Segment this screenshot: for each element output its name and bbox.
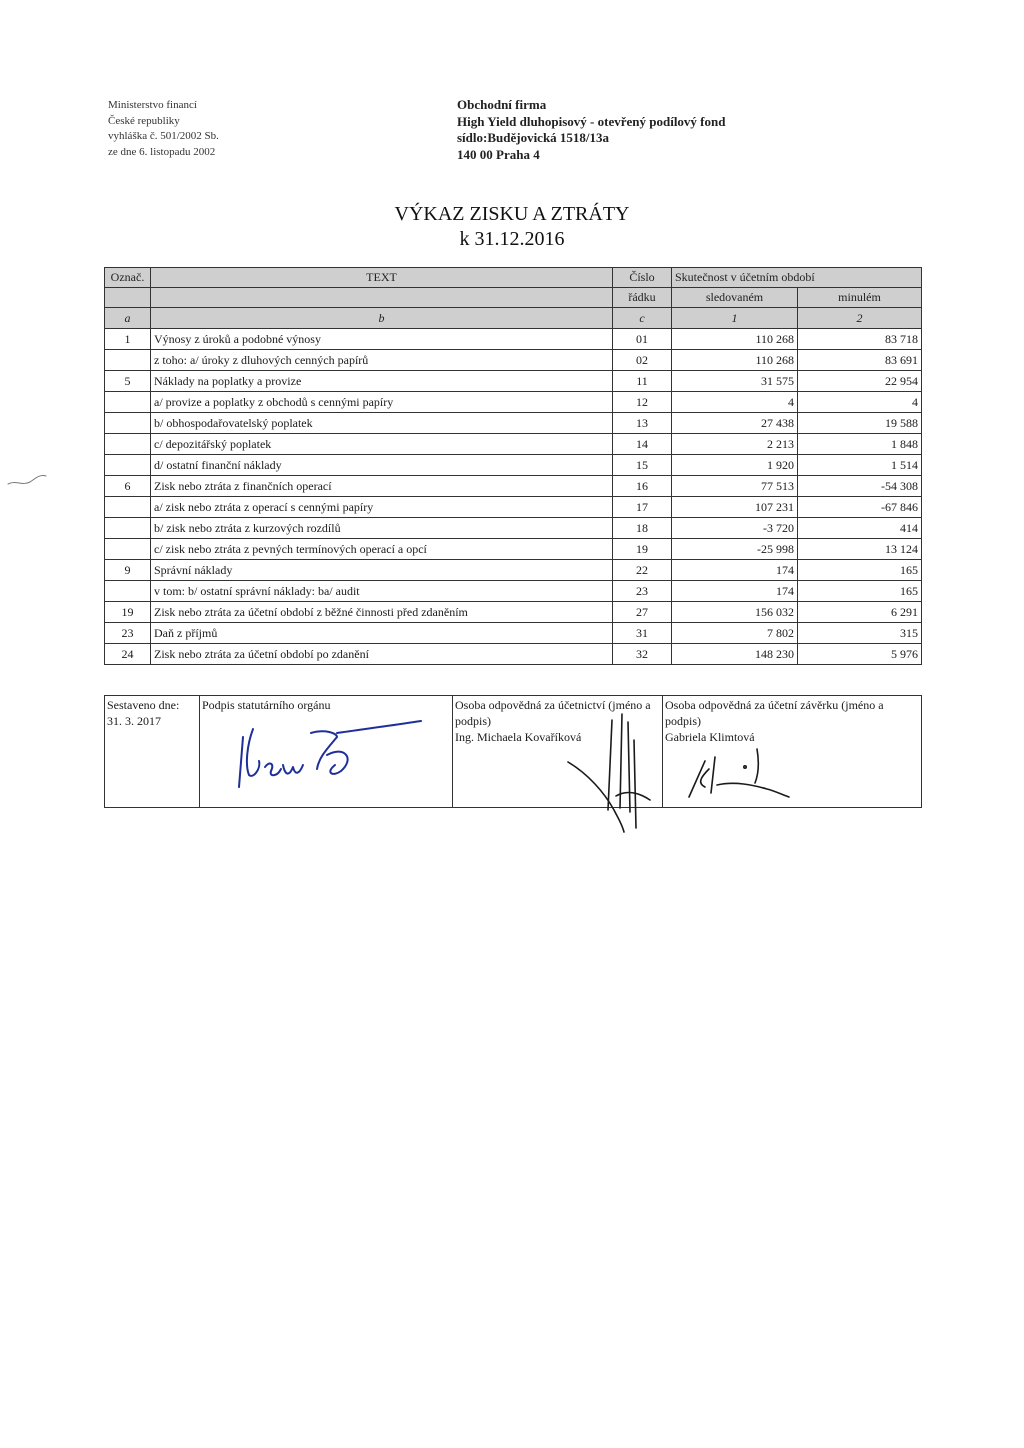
signature-closing-icon [675, 745, 805, 805]
row-cislo: 15 [613, 455, 672, 476]
row-oznac: 19 [105, 602, 151, 623]
table-row [105, 476, 922, 497]
table-row [105, 497, 922, 518]
row-oznac [105, 350, 151, 371]
firm-line-4: 140 00 Praha 4 [457, 146, 540, 162]
row-minulem: 315 [798, 623, 922, 644]
statutory-label: Podpis statutárního orgánu [202, 698, 331, 712]
row-sledovanem: 174 [672, 581, 798, 602]
ministry-line-3: vyhláška č. 501/2002 Sb. [108, 130, 219, 142]
table-row [105, 518, 922, 539]
header-radku: řádku [613, 288, 672, 308]
row-oznac [105, 581, 151, 602]
table-row [105, 350, 922, 371]
table-row [105, 434, 922, 455]
header-sledovanem: sledovaném [672, 288, 798, 308]
header-oznac: Označ. [105, 268, 151, 288]
ministry-line-4: ze dne 6. listopadu 2002 [108, 145, 216, 158]
row-text: Zisk nebo ztráta z finančních operací [151, 476, 613, 497]
row-minulem: 83 718 [798, 329, 922, 350]
row-minulem: -54 308 [798, 476, 922, 497]
firm-header [457, 97, 725, 163]
row-text: Zisk nebo ztráta za účetní období po zdanění [151, 644, 613, 665]
row-oznac [105, 434, 151, 455]
header-sub-1: 1 [672, 308, 798, 329]
row-cislo: 12 [613, 392, 672, 413]
row-oznac [105, 392, 151, 413]
compiled-cell [105, 696, 200, 808]
row-sledovanem: -3 720 [672, 518, 798, 539]
row-text: Výnosy z úroků a podobné výnosy [151, 329, 613, 350]
row-text: Správní náklady [151, 560, 613, 581]
row-text: b/ obhospodařovatelský poplatek [151, 413, 613, 434]
row-cislo: 23 [613, 581, 672, 602]
row-sledovanem: 174 [672, 560, 798, 581]
header-minulem: minulém [798, 288, 922, 308]
row-oznac: 6 [105, 476, 151, 497]
header-sub-c: c [613, 308, 672, 329]
row-cislo: 11 [613, 371, 672, 392]
table-row [105, 329, 922, 350]
row-text: d/ ostatní finanční náklady [151, 455, 613, 476]
row-cislo: 16 [613, 476, 672, 497]
row-cislo: 32 [613, 644, 672, 665]
row-oznac: 1 [105, 329, 151, 350]
accounting-label: Osoba odpovědná za účetnictví (jméno a podpis) [455, 698, 651, 728]
table-header-row-1 [105, 268, 922, 288]
row-text: b/ zisk nebo ztráta z kurzových rozdílů [151, 518, 613, 539]
report-title-line-2: k 31.12.2016 [459, 228, 565, 250]
row-cislo: 31 [613, 623, 672, 644]
table-row [105, 602, 922, 623]
header-cislo: Číslo [613, 268, 672, 288]
firm-line-1: Obchodní firma [457, 97, 547, 112]
row-text: z toho: a/ úroky z dluhových cenných papírů [151, 350, 613, 371]
signature-accountant-icon [560, 700, 670, 840]
row-minulem: 5 976 [798, 644, 922, 665]
row-text: Náklady na poplatky a provize [151, 371, 613, 392]
row-sledovanem: 156 032 [672, 602, 798, 623]
row-minulem: -67 846 [798, 497, 922, 518]
signature-statutory-icon [225, 715, 425, 795]
compiled-date: 31. 3. 2017 [107, 714, 161, 728]
row-sledovanem: 4 [672, 392, 798, 413]
row-sledovanem: 1 920 [672, 455, 798, 476]
row-sledovanem: 7 802 [672, 623, 798, 644]
margin-scribble-icon [6, 466, 50, 492]
row-text: v tom: b/ ostatní správní náklady: ba/ audit [151, 581, 613, 602]
header-sub-b: b [151, 308, 613, 329]
row-minulem: 4 [798, 392, 922, 413]
row-cislo: 14 [613, 434, 672, 455]
row-sledovanem: 77 513 [672, 476, 798, 497]
header-text: TEXT [151, 268, 613, 288]
row-text: Zisk nebo ztráta za účetní období z běžné činnosti před zdaněním [151, 602, 613, 623]
row-text: a/ provize a poplatky z obchodů s cennými papíry [151, 392, 613, 413]
table-row [105, 581, 922, 602]
firm-line-2: High Yield dluhopisový - otevřený podílový fond [457, 113, 726, 129]
row-minulem: 6 291 [798, 602, 922, 623]
ministry-header [108, 98, 219, 160]
table-header-row-3 [105, 308, 922, 329]
row-cislo: 13 [613, 413, 672, 434]
row-cislo: 19 [613, 539, 672, 560]
row-cislo: 17 [613, 497, 672, 518]
row-oznac [105, 518, 151, 539]
closing-name: Gabriela Klimtová [665, 730, 755, 744]
row-cislo: 27 [613, 602, 672, 623]
row-minulem: 1 848 [798, 434, 922, 455]
row-sledovanem: 110 268 [672, 350, 798, 371]
row-oznac [105, 497, 151, 518]
row-cislo: 01 [613, 329, 672, 350]
row-text: a/ zisk nebo ztráta z operací s cennými papíry [151, 497, 613, 518]
row-cislo: 02 [613, 350, 672, 371]
table-row [105, 371, 922, 392]
table-header-row-2 [105, 288, 922, 308]
row-sledovanem: 2 213 [672, 434, 798, 455]
header-sub-2: 2 [798, 308, 922, 329]
row-minulem: 13 124 [798, 539, 922, 560]
report-title [0, 202, 1024, 252]
row-sledovanem: 27 438 [672, 413, 798, 434]
row-cislo: 18 [613, 518, 672, 539]
row-minulem: 83 691 [798, 350, 922, 371]
row-minulem: 165 [798, 581, 922, 602]
row-oznac: 9 [105, 560, 151, 581]
profit-loss-table [104, 267, 922, 665]
table-row [105, 455, 922, 476]
row-sledovanem: -25 998 [672, 539, 798, 560]
table-body [105, 329, 922, 665]
ministry-line-1: Ministerstvo financí [108, 99, 197, 111]
row-minulem: 19 588 [798, 413, 922, 434]
row-oznac: 23 [105, 623, 151, 644]
row-minulem: 22 954 [798, 371, 922, 392]
row-minulem: 165 [798, 560, 922, 581]
report-title-line-1: VÝKAZ ZISKU A ZTRÁTY [394, 203, 630, 225]
table-row [105, 644, 922, 665]
row-oznac [105, 455, 151, 476]
table-row [105, 392, 922, 413]
header-blank-1 [105, 288, 151, 308]
row-sledovanem: 148 230 [672, 644, 798, 665]
row-oznac [105, 413, 151, 434]
header-sub-a: a [105, 308, 151, 329]
header-blank-2 [151, 288, 613, 308]
row-oznac: 24 [105, 644, 151, 665]
row-sledovanem: 31 575 [672, 371, 798, 392]
header-skutecnost: Skutečnost v účetním období [672, 268, 922, 288]
compiled-label: Sestaveno dne: [107, 698, 180, 712]
table-row [105, 560, 922, 581]
row-text: c/ zisk nebo ztráta z pevných termínových operací a opcí [151, 539, 613, 560]
firm-line-3: sídlo:Budějovická 1518/13a [457, 130, 610, 145]
row-oznac: 5 [105, 371, 151, 392]
ministry-line-2: České republiky [108, 114, 180, 127]
row-oznac [105, 539, 151, 560]
row-sledovanem: 110 268 [672, 329, 798, 350]
table-row [105, 539, 922, 560]
row-text: c/ depozitářský poplatek [151, 434, 613, 455]
row-minulem: 414 [798, 518, 922, 539]
row-sledovanem: 107 231 [672, 497, 798, 518]
closing-label: Osoba odpovědná za účetní závěrku (jméno a podpis) [665, 698, 884, 728]
table-row [105, 623, 922, 644]
accounting-name: Ing. Michaela Kovaříková [455, 730, 582, 744]
row-minulem: 1 514 [798, 455, 922, 476]
table-row [105, 413, 922, 434]
row-cislo: 22 [613, 560, 672, 581]
row-text: Daň z příjmů [151, 623, 613, 644]
